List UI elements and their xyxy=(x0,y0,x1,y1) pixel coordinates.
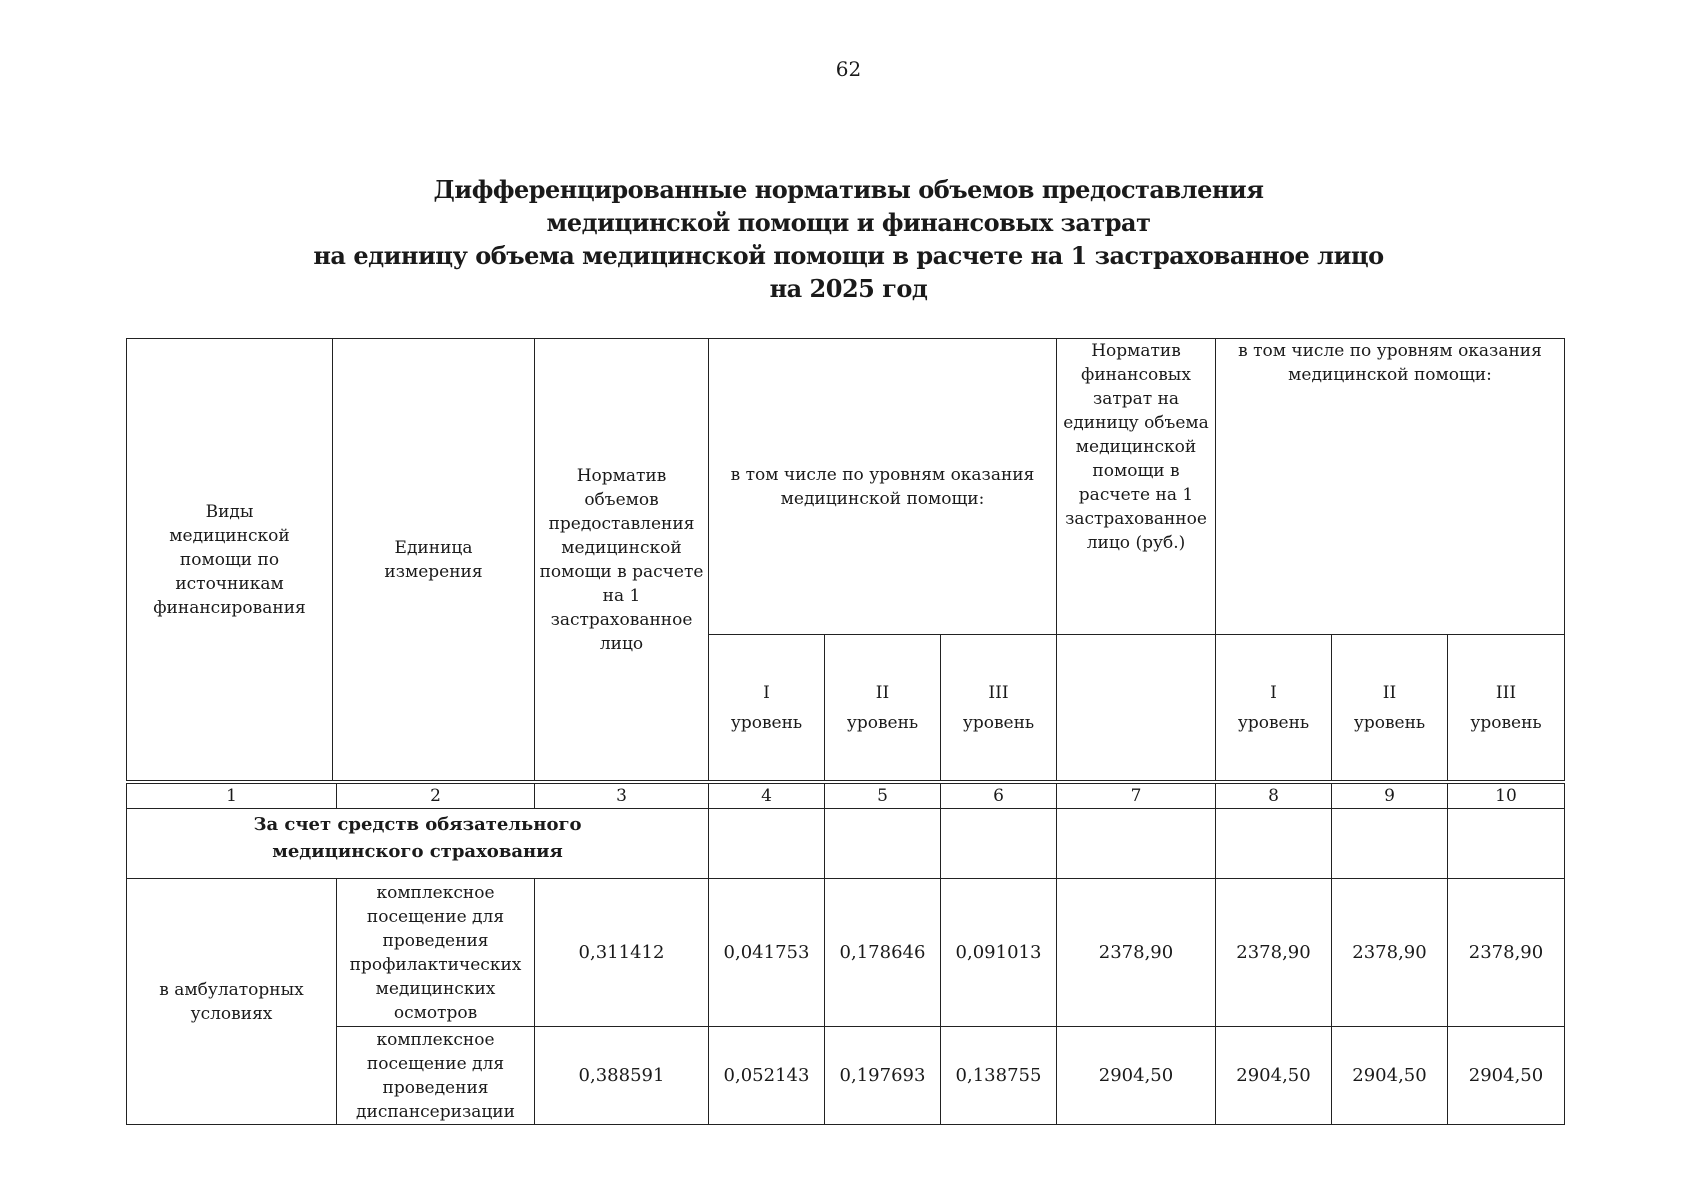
header-col-6 xyxy=(941,635,1057,781)
level-word: уровень xyxy=(1353,712,1426,733)
column-number: 4 xyxy=(709,784,825,809)
header-col-9 xyxy=(1332,635,1448,781)
table-cell xyxy=(941,809,1057,879)
header-col-10 xyxy=(1448,635,1565,781)
header-col-7-text: Норматив финансовых затрат на единицу объема медицинской помощи в расчете на 1 застрахованное лицо (руб.) xyxy=(1063,341,1209,553)
table-cell: 2378,90 xyxy=(1057,879,1216,1027)
table-cell xyxy=(1332,809,1448,879)
table-cell xyxy=(1057,809,1216,879)
level-numeral: I xyxy=(763,682,770,703)
row-unit xyxy=(337,879,535,1027)
table-cell xyxy=(825,809,941,879)
header-col-8 xyxy=(1216,635,1332,781)
level-word: уровень xyxy=(846,712,919,733)
column-number: 6 xyxy=(941,784,1057,809)
level-numeral: III xyxy=(988,682,1009,703)
table-cell: 2378,90 xyxy=(1216,879,1332,1027)
column-number: 8 xyxy=(1216,784,1332,809)
table-cell: 0,041753 xyxy=(709,879,825,1027)
column-number: 1 xyxy=(127,784,337,809)
level-numeral: III xyxy=(1495,682,1517,703)
table-cell xyxy=(1216,809,1332,879)
title-line-4: на 2025 год xyxy=(769,274,928,303)
title-line-3: на единицу объема медицинской помощи в расчете на 1 застрахованное лицо xyxy=(313,241,1384,270)
table-header xyxy=(126,338,1565,781)
header-levels-group-2 xyxy=(1216,339,1565,635)
header-col-7-lower xyxy=(1057,635,1216,781)
header-col-2 xyxy=(333,339,535,781)
table-row xyxy=(127,879,1565,1027)
level-numeral: II xyxy=(875,682,890,703)
header-col-2-text: Единица измерения xyxy=(384,537,483,582)
header-col-1 xyxy=(127,339,333,781)
title-line-2: медицинской помощи и финансовых затрат xyxy=(546,208,1151,237)
table-cell: 0,178646 xyxy=(825,879,941,1027)
level-word: уровень xyxy=(730,712,803,733)
table-cell: 2904,50 xyxy=(1057,1027,1216,1125)
level-numeral: II xyxy=(1382,682,1397,703)
table-row xyxy=(127,1027,1565,1125)
table-cell: 0,091013 xyxy=(941,879,1057,1027)
level-word: уровень xyxy=(1237,712,1310,733)
header-col-5 xyxy=(825,635,941,781)
table-cell: 2904,50 xyxy=(1216,1027,1332,1125)
section-title xyxy=(127,809,709,879)
table-cell: 0,138755 xyxy=(941,1027,1057,1125)
table-cell: 0,388591 xyxy=(535,1027,709,1125)
column-number: 7 xyxy=(1057,784,1216,809)
document-title xyxy=(0,173,1697,305)
table-cell: 2904,50 xyxy=(1332,1027,1448,1125)
level-word: уровень xyxy=(962,712,1035,733)
table-cell: 0,197693 xyxy=(825,1027,941,1125)
header-col-3-text: Норматив объемов предоставления медицинской помощи в расчете на 1 застрахованное лицо xyxy=(539,465,704,654)
table-body xyxy=(126,783,1565,1125)
table-cell: 2378,90 xyxy=(1332,879,1448,1027)
header-col-3 xyxy=(535,339,709,781)
row-unit-text: комплексное посещение для проведения диспансеризации xyxy=(356,1029,515,1122)
row-category xyxy=(127,879,337,1125)
table-cell: 0,052143 xyxy=(709,1027,825,1125)
column-numbers-row xyxy=(127,784,1565,809)
row-unit-text: комплексное посещение для проведения профилактических медицинских осмотров xyxy=(349,882,522,1023)
level-word: уровень xyxy=(1470,712,1542,733)
header-col-4 xyxy=(709,635,825,781)
title-line-1: Дифференцированные нормативы объемов предоставления xyxy=(433,175,1264,204)
level-numeral: I xyxy=(1270,682,1277,703)
row-category-text: в амбулаторных условиях xyxy=(159,979,304,1024)
header-col-7 xyxy=(1057,339,1216,635)
section-row xyxy=(127,809,1565,879)
page-number: 62 xyxy=(835,57,862,81)
column-number: 5 xyxy=(825,784,941,809)
section-title-text: За счет средств обязательного медицинского страхования xyxy=(253,814,582,862)
column-number: 10 xyxy=(1448,784,1565,809)
column-number: 3 xyxy=(535,784,709,809)
header-col-1-text: Виды медицинской помощи по источникам финансирования xyxy=(153,501,306,618)
header-levels-group-1 xyxy=(709,339,1057,635)
column-number: 2 xyxy=(337,784,535,809)
header-levels-group-2-text: в том числе по уровням оказания медицинской помощи: xyxy=(1238,341,1542,385)
table-cell: 2378,90 xyxy=(1448,879,1565,1027)
table-cell: 2904,50 xyxy=(1448,1027,1565,1125)
table-cell xyxy=(1448,809,1565,879)
table-cell: 0,311412 xyxy=(535,879,709,1027)
header-levels-group-1-text: в том числе по уровням оказания медицинской помощи: xyxy=(730,464,1035,509)
column-number: 9 xyxy=(1332,784,1448,809)
row-unit xyxy=(337,1027,535,1125)
table-cell xyxy=(709,809,825,879)
